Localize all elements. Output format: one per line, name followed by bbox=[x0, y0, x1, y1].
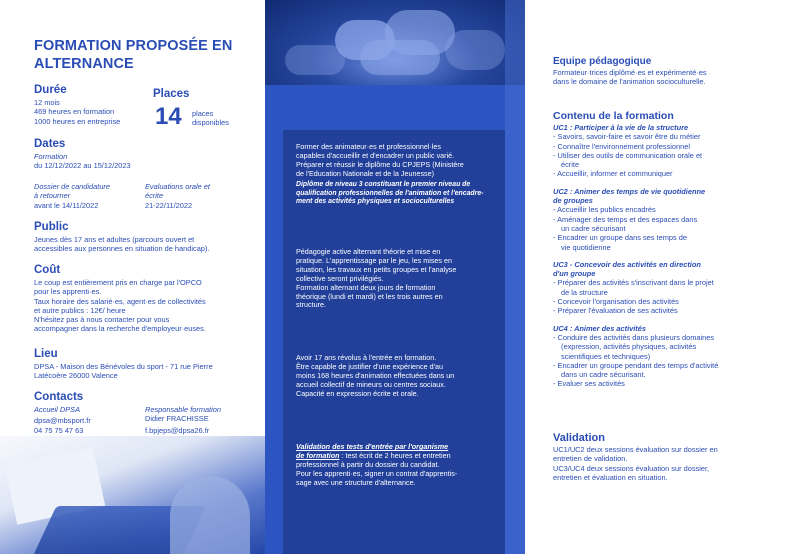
prerequis-text: Avoir 17 ans révolus à l'entrée en formation. Être capable de justifier d'une expérience d'au moins 168 heures d'animation effectuées dans un accueil collectif de mineurs ou centres sociaux. Capacité en expression écrite et orale. bbox=[296, 353, 455, 398]
equipe-heading: Equipe pédagogique bbox=[553, 56, 652, 67]
contact-responsable: Responsable formation Didier FRACHISSE f.bpjeps@dpsa26.fr bbox=[145, 405, 222, 435]
right-column bbox=[525, 0, 785, 554]
validation-section: Validation UC1/UC2 deux sessions évaluation sur dossier en entretien de validation. UC3/UC4 deux sessions évaluation sur dossier, entretien et évaluation en situation. bbox=[553, 432, 718, 482]
places-text: places disponibles bbox=[192, 109, 229, 128]
public-heading: Public bbox=[34, 221, 69, 233]
resp-email[interactable]: f.bpjeps@dpsa26.fr bbox=[145, 425, 210, 435]
contacts-heading: Contacts bbox=[34, 391, 84, 403]
left-column bbox=[0, 0, 265, 554]
equipe-section: Equipe pédagogique Formateur·trices diplômé·es et expérimenté·es dans le domaine de l'animation socioculturelle. bbox=[553, 56, 707, 87]
uc3-title: UC3 - Concevoir des activités en direction d'un groupe bbox=[553, 259, 701, 279]
page-title: FORMATION PROPOSÉE EN ALTERNANCE bbox=[34, 38, 233, 72]
validation-entree-text: Validation des tests d'entrée par l'organisme de formation : test écrit de 2 heures et entretien professionnel à partir du dossier du candidat. Pour les apprenti·es, signer un contrat d'apprentis- sage avec une structure d'alternance. bbox=[296, 442, 458, 487]
uc3-items: - Préparer des activités s'inscrivant dans le projet de la structure - Concevoir l'organisation des activités - Préparer l'évaluation de ses activités bbox=[553, 278, 714, 316]
lieu-heading: Lieu bbox=[34, 348, 58, 360]
objectifs-text: Former des animateur·es et professionnel·les capables d'accueillir et d'encadrer un public varié. Préparer et réussir le diplôme du CPJEPS (Ministère de l'Education Nationale et de la Jeunesse) bbox=[296, 142, 464, 178]
cout-heading: Coût bbox=[34, 264, 61, 276]
uc2-items: - Accueillir les publics encadrés - Aménager des temps et des espaces dans un cadre sécurisant - Encadrer un groupe dans ses temps de vie quotidienne bbox=[553, 205, 698, 252]
diplome-text: Diplôme de niveau 3 constituant le premier niveau de qualification professionnelles de l'animation et l'encadre- ment des activités physiques et socioculturelles bbox=[296, 181, 484, 206]
uc1-title: UC1 : Participer à la vie de la structure bbox=[553, 123, 689, 132]
places-heading: Places bbox=[153, 88, 190, 100]
public-text: Jeunes dès 17 ans et adultes (parcours ouvert et accessibles aux personnes en situation de handicap). bbox=[34, 235, 210, 254]
hands-photo bbox=[265, 0, 525, 85]
desk-photo bbox=[0, 436, 265, 554]
dates-formation-value: du 12/12/2022 au 15/12/2023 bbox=[34, 161, 131, 170]
accueil-email[interactable]: dpsa@mbsport.fr bbox=[34, 416, 91, 426]
dates-dossier-label: Dossier de candidature à retourner bbox=[34, 182, 111, 201]
dates-formation-label: Formation bbox=[34, 152, 68, 161]
pedagogie-text: Pédagogie active alternant théorie et mise en pratique. L'apprentissage par le jeu, les mises en situation, les travaux en petits groupes et l'analyse collective seront privilégiés. Formation alternant deux jours de formation théorique (lundi et mardi) et les trois autres en structure. bbox=[296, 247, 457, 310]
uc4-title: UC4 : Animer des activités bbox=[553, 323, 646, 333]
accueil-phone[interactable]: 04 75 75 47 63 bbox=[34, 425, 84, 435]
dates-heading: Dates bbox=[34, 138, 66, 150]
lieu-text: DPSA - Maison des Bénévoles du sport - 71 rue Pierre Latécoère 26000 Valence bbox=[34, 362, 213, 381]
contenu-heading: Contenu de la formation bbox=[553, 110, 674, 122]
middle-column bbox=[265, 0, 525, 554]
contact-accueil: Accueil DPSA dpsa@mbsport.fr 04 75 75 47 63 bbox=[34, 405, 91, 435]
uc2-title: UC2 : Animer des temps de vie quotidienne de groupes bbox=[553, 186, 706, 206]
dates-eval-value: 21-22/11/2022 bbox=[145, 201, 193, 210]
contenu-section bbox=[553, 110, 718, 389]
duree-heading: Durée bbox=[34, 84, 67, 96]
dates-eval-label: Evaluations orale et écrite bbox=[145, 182, 210, 201]
dates-dossier-value: avant le 14/11/2022 bbox=[34, 201, 99, 210]
validation-heading: Validation bbox=[553, 432, 605, 444]
duree-text: 12 mois 469 heures en formation 1000 heures en entreprise bbox=[34, 98, 121, 126]
cout-text: Le coup est entièrement pris en charge par l'OPCO pour les apprenti·es. Taux horaire des salarié·es, agent·es de collectivités et autre publics : 12€/ heure N'hésitez pas à nous contacter pour vous accompagner dans la recherche d'employeur·euses. bbox=[34, 278, 206, 334]
places-number: 14 bbox=[155, 103, 182, 130]
uc4-items: - Conduire des activités dans plusieurs domaines (expression, activités physiques, activités scientifiques et techniques) - Encadrer un groupe pendant des temps d'activité dans un cadre sécurisant. - Evaluer ses activités bbox=[553, 332, 719, 389]
uc1-items: - Savoirs, savoir-faire et savoir être du métier - Connaître l'environnement professionnel - Utiliser des outils de communication orale et écrite - Accueillir, informer et communiquer bbox=[553, 132, 703, 179]
